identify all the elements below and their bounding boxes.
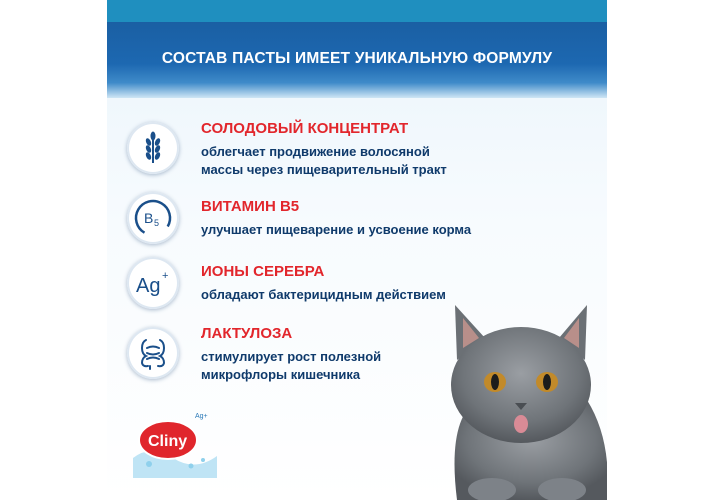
banner bbox=[107, 22, 607, 98]
cat-image bbox=[437, 300, 607, 500]
feature-desc-line2: микрофлоры кишечника bbox=[201, 367, 361, 382]
intestine-icon bbox=[127, 327, 179, 379]
vitamin-b-letter: B bbox=[144, 210, 154, 226]
feature-title: ИОНЫ СЕРЕБРА bbox=[201, 263, 325, 280]
silver-charge: + bbox=[162, 270, 169, 282]
logo-superscript: Ag+ bbox=[195, 413, 208, 420]
logo-brand: Cliny bbox=[148, 433, 188, 450]
feature-desc-line1: обладают бактерицидным действием bbox=[201, 287, 446, 302]
vitamin-b-subscript: 5 bbox=[154, 218, 160, 228]
feature-desc-line1: облегчает продвижение волосяной bbox=[201, 144, 430, 159]
top-band bbox=[107, 0, 607, 22]
product-panel bbox=[107, 0, 607, 500]
silver-symbol: Ag bbox=[136, 275, 161, 297]
feature-desc-line1: улучшает пищеварение и усвоение корма bbox=[201, 222, 472, 237]
feature-title: ЛАКТУЛОЗА bbox=[201, 325, 293, 342]
banner-title: СОСТАВ ПАСТЫ ИМЕЕТ УНИКАЛЬНУЮ ФОРМУЛУ bbox=[161, 50, 553, 67]
silver-ion-icon bbox=[127, 257, 179, 309]
vitamin-b5-icon bbox=[127, 192, 179, 244]
feature-title: СОЛОДОВЫЙ КОНЦЕНТРАТ bbox=[201, 120, 409, 137]
feature-title: ВИТАМИН В5 bbox=[201, 198, 300, 215]
feature-desc-line1: стимулирует рост полезной bbox=[201, 349, 382, 364]
feature-desc-line2: массы через пищеварительный тракт bbox=[201, 162, 447, 177]
wheat-icon bbox=[127, 122, 179, 174]
cliny-logo bbox=[129, 408, 219, 478]
